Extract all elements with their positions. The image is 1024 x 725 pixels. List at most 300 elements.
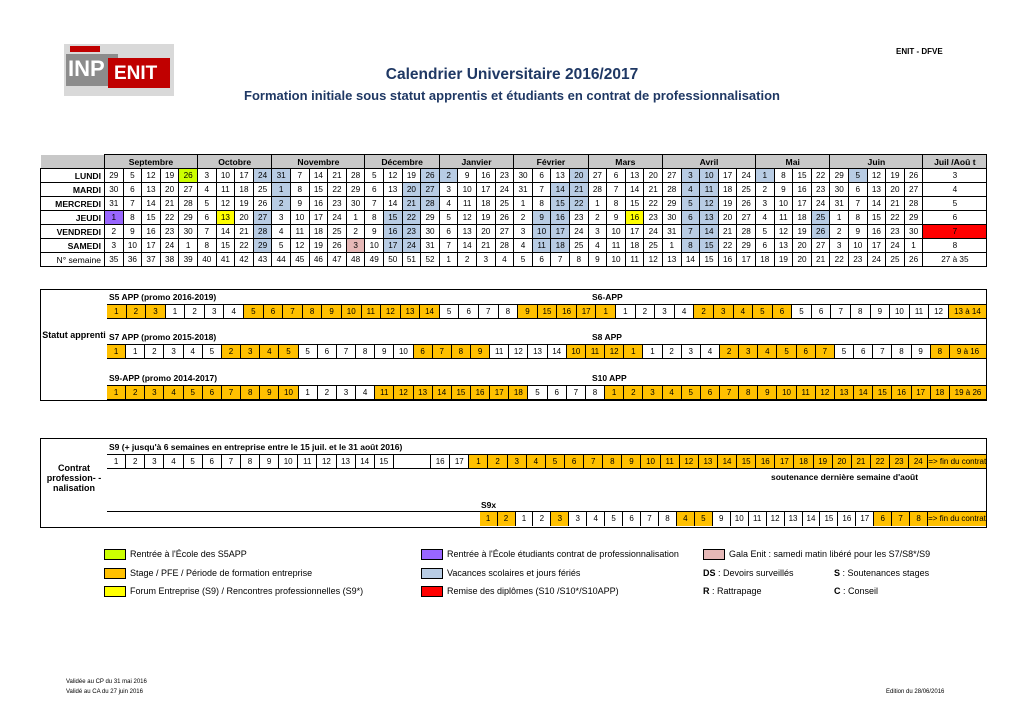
day-cell: 12 <box>700 197 719 211</box>
day-cell: 28 <box>737 225 756 239</box>
week-cell <box>310 512 327 526</box>
week-number: 50 <box>384 253 403 267</box>
week-cell: 16 <box>557 305 577 318</box>
day-cell: 19 <box>886 169 905 183</box>
day-cell: 31 <box>663 225 682 239</box>
week-number: 35 <box>105 253 124 267</box>
day-cell: 17 <box>551 225 570 239</box>
week-cell: 8 <box>303 305 323 318</box>
day-cell: 30 <box>179 225 198 239</box>
s10-title: S10 APP <box>592 373 627 383</box>
week-cell: 7 <box>567 386 586 399</box>
day-cell: 14 <box>142 197 161 211</box>
week-cell: => fin du contrat <box>928 512 987 526</box>
day-cell: 8 <box>607 197 626 211</box>
week-number: 26 <box>904 253 923 267</box>
week-cell: 5 <box>528 386 547 399</box>
week-cell: 5 <box>777 345 796 358</box>
day-cell: 3 <box>439 183 458 197</box>
week-number: 47 <box>328 253 347 267</box>
week-cell: 11 <box>298 455 317 468</box>
week-cell: 6 <box>565 455 584 468</box>
week-cell: 10 <box>777 386 796 399</box>
day-cell: 9 <box>458 169 477 183</box>
week-cell: 15 <box>375 455 394 468</box>
week-cell: 1 <box>166 305 186 318</box>
day-cell: 24 <box>328 211 347 225</box>
footer-ca: Validé au CA du 27 juin 2016 <box>66 689 143 695</box>
day-cell: 28 <box>904 197 923 211</box>
day-cell: 14 <box>458 239 477 253</box>
day-cell: 8 <box>774 169 793 183</box>
week-cell: 18 <box>509 386 528 399</box>
day-cell: 20 <box>793 239 812 253</box>
day-cell: 10 <box>532 225 551 239</box>
week-cell: 8 <box>499 305 519 318</box>
week-number: 37 <box>142 253 161 267</box>
day-cell: 11 <box>607 239 626 253</box>
day-cell: 21 <box>402 197 421 211</box>
day-cell: 4 <box>514 239 533 253</box>
day-cell: 19 <box>476 211 495 225</box>
week-cell: 17 <box>775 455 794 468</box>
day-cell: 20 <box>570 169 589 183</box>
week-cell: 1 <box>469 455 488 468</box>
s9x-strip <box>107 511 987 526</box>
day-cell: 24 <box>644 225 663 239</box>
day-cell: 6 <box>532 169 551 183</box>
day-cell: 23 <box>328 197 347 211</box>
day-cell: 24 <box>160 239 179 253</box>
week-cell: 11 <box>797 386 816 399</box>
week-cell: 5 <box>279 345 298 358</box>
week-cell: 13 <box>401 305 421 318</box>
day-cell: 27 <box>588 169 607 183</box>
week-cell: 6 <box>701 386 720 399</box>
week-cell: 6 <box>623 512 641 526</box>
week-cell: 2 <box>488 455 507 468</box>
day-cell: 7 <box>439 239 458 253</box>
s9-week-strip <box>107 385 987 400</box>
week-cell: 2 <box>126 386 145 399</box>
week-cell: 1 <box>107 345 126 358</box>
week-cell: 12 <box>317 455 336 468</box>
week-number: 13 <box>663 253 682 267</box>
day-cell: 16 <box>551 211 570 225</box>
day-cell: 10 <box>849 239 868 253</box>
month-header: Février <box>514 155 588 169</box>
week-cell: 1 <box>516 512 534 526</box>
week-cell: 7 <box>873 345 892 358</box>
week-cell: 1 <box>643 345 662 358</box>
day-cell: 19 <box>718 197 737 211</box>
day-cell: 1 <box>105 211 124 225</box>
day-cell: 3 <box>830 239 849 253</box>
week-cell: 9 <box>622 455 641 468</box>
day-cell: 19 <box>235 197 254 211</box>
week-cell: 7 <box>892 512 910 526</box>
week-cell: 4 <box>677 512 695 526</box>
week-number: 10 <box>607 253 626 267</box>
day-cell: 30 <box>663 211 682 225</box>
week-cell: 7 <box>433 345 452 358</box>
week-cell: 8 <box>452 345 471 358</box>
month-header: Mars <box>588 155 662 169</box>
week-cell: 19 <box>814 455 833 468</box>
day-cell: 23 <box>495 169 514 183</box>
week-number: 11 <box>625 253 644 267</box>
day-cell: 25 <box>328 225 347 239</box>
week-cell: 14 <box>420 305 440 318</box>
week-cell: 1 <box>480 512 498 526</box>
week-cell <box>463 512 480 526</box>
day-cell: 9 <box>607 211 626 225</box>
week-cell <box>394 455 431 468</box>
week-number: 2 <box>458 253 477 267</box>
day-cell: 10 <box>216 169 235 183</box>
contrat-block <box>40 438 987 528</box>
legend-s <box>834 568 929 578</box>
week-cell: 5 <box>605 512 623 526</box>
day-cell: 1 <box>663 239 682 253</box>
week-cell: 4 <box>758 345 777 358</box>
day-cell: 4 <box>272 225 291 239</box>
day-cell: 29 <box>179 211 198 225</box>
day-cell: 17 <box>384 239 403 253</box>
day-cell: 4 <box>756 211 775 225</box>
week-cell: 6 <box>812 305 832 318</box>
week-cell: 5 <box>546 455 565 468</box>
day-cell: 21 <box>886 197 905 211</box>
day-cell: 10 <box>365 239 384 253</box>
day-cell: 6 <box>681 211 700 225</box>
page-title: Calendrier Universitaire 2016/2017 <box>385 66 639 83</box>
day-cell: 6 <box>198 211 217 225</box>
day-cell: 27 <box>253 211 272 225</box>
week-number: 51 <box>402 253 421 267</box>
day-cell: 21 <box>570 183 589 197</box>
week-cell <box>243 512 260 526</box>
day-cell: 20 <box>718 211 737 225</box>
week-cell: 15 <box>737 455 756 468</box>
week-cell <box>429 512 446 526</box>
week-cell: 21 <box>852 455 871 468</box>
day-cell: 19 <box>160 169 179 183</box>
week-cell: 3 <box>643 386 662 399</box>
day-cell: 22 <box>570 197 589 211</box>
day-cell: 8 <box>681 239 700 253</box>
day-cell: 13 <box>867 183 886 197</box>
week-cell: 2 <box>318 386 337 399</box>
legend-gala-label: Gala Enit : samedi matin libéré pour les S7/S8*/S9 <box>729 549 931 559</box>
week-cell: 13 à 14 <box>949 305 987 318</box>
week-cell: 9 <box>471 345 490 358</box>
s5-title: S5 APP (promo 2016-2019) <box>109 292 217 302</box>
week-number: 44 <box>272 253 291 267</box>
week-cell: 5 <box>299 345 318 358</box>
week-cell: 14 <box>356 455 375 468</box>
page-subtitle: Formation initiale sous statut apprentis et étudiants en contrat de professionnalisation <box>244 88 780 103</box>
week-cell: 9 <box>260 386 279 399</box>
week-cell: 12 <box>394 386 413 399</box>
week-cell: 2 <box>720 345 739 358</box>
week-cell: 12 <box>381 305 401 318</box>
day-cell: 25 <box>570 239 589 253</box>
apprentis-label: Statut apprenti <box>42 330 106 340</box>
week-cell: 13 <box>835 386 854 399</box>
week-cell: 14 <box>433 386 452 399</box>
day-cell: 11 <box>458 197 477 211</box>
day-cell: 26 <box>328 239 347 253</box>
day-cell: 12 <box>867 169 886 183</box>
week-cell: 3 <box>551 512 569 526</box>
day-cell: 7 <box>198 225 217 239</box>
week-cell: 4 <box>184 345 203 358</box>
week-cell: 9 <box>260 455 279 468</box>
week-cell: 15 <box>452 386 471 399</box>
week-cell: => fin du contrat <box>928 457 987 466</box>
day-cell: 19 <box>402 169 421 183</box>
week-number: 27 à 35 <box>923 253 987 267</box>
week-cell: 7 <box>222 455 241 468</box>
week-number: 1 <box>439 253 458 267</box>
week-cell: 11 <box>362 305 382 318</box>
week-cell: 16 <box>838 512 856 526</box>
week-cell: 10 <box>394 345 413 358</box>
day-cell: 21 <box>718 225 737 239</box>
day-cell: 11 <box>532 239 551 253</box>
week-cell: 5 <box>184 455 203 468</box>
week-number: 17 <box>737 253 756 267</box>
day-cell: 27 <box>495 225 514 239</box>
day-cell: 15 <box>551 197 570 211</box>
week-cell <box>276 512 293 526</box>
day-cell: 17 <box>142 239 161 253</box>
week-cell: 3 <box>164 345 183 358</box>
week-number: 49 <box>365 253 384 267</box>
week-cell: 14 <box>548 345 567 358</box>
week-number: 18 <box>756 253 775 267</box>
week-cell: 20 <box>833 455 852 468</box>
day-cell: 29 <box>663 197 682 211</box>
week-number: 23 <box>849 253 868 267</box>
day-cell: 26 <box>253 197 272 211</box>
day-cell: 14 <box>625 183 644 197</box>
day-cell: 18 <box>551 239 570 253</box>
day-cell: 24 <box>737 169 756 183</box>
legend-c <box>834 586 878 596</box>
day-cell: 14 <box>309 169 328 183</box>
gala-swatch <box>703 549 725 560</box>
legend-rentree <box>104 549 247 560</box>
month-header: Septembre <box>105 155 198 169</box>
week-cell: 10 <box>731 512 749 526</box>
day-cell: 16 <box>793 183 812 197</box>
day-cell: 20 <box>235 211 254 225</box>
day-cell: 16 <box>309 197 328 211</box>
week-cell: 9 <box>912 345 931 358</box>
legend-contrat <box>421 549 679 560</box>
day-cell: 8 <box>849 211 868 225</box>
week-cell: 5 <box>184 386 203 399</box>
week-cell: 15 <box>873 386 892 399</box>
day-cell: 9 <box>774 183 793 197</box>
day-cell: 31 <box>514 183 533 197</box>
day-cell: 11 <box>216 183 235 197</box>
week-cell: 3 <box>569 512 587 526</box>
day-cell: 23 <box>886 225 905 239</box>
week-cell <box>158 512 175 526</box>
day-cell: 21 <box>476 239 495 253</box>
week-cell: 2 <box>624 386 643 399</box>
month-header: Janvier <box>439 155 513 169</box>
r-code: R <box>703 586 710 596</box>
rentree-swatch <box>104 549 126 560</box>
week-cell: 1 <box>107 455 126 468</box>
day-cell: 24 <box>495 183 514 197</box>
week-cell: 2 <box>145 345 164 358</box>
week-cell: 11 <box>375 386 394 399</box>
week-cell <box>259 512 276 526</box>
week-cell: 1 <box>596 305 616 318</box>
day-cell: 25 <box>737 183 756 197</box>
week-cell: 8 <box>586 386 605 399</box>
week-cell: 10 <box>567 345 586 358</box>
week-cell: 11 <box>586 345 605 358</box>
day-cell: 20 <box>402 183 421 197</box>
day-cell: 21 <box>160 197 179 211</box>
month-header: Juil /Aoû t <box>923 155 987 169</box>
day-cell: 6 <box>123 183 142 197</box>
apprentis-block <box>40 289 987 401</box>
c-text: : Conseil <box>840 586 879 596</box>
week-cell: 6 <box>414 345 433 358</box>
week-cell: 14 <box>803 512 821 526</box>
day-cell: 14 <box>867 197 886 211</box>
week-cell: 3 <box>145 455 164 468</box>
week-cell: 9 à 16 <box>950 345 987 358</box>
day-cell: 15 <box>867 211 886 225</box>
day-cell: 31 <box>830 197 849 211</box>
s8-title: S8 APP <box>592 332 622 342</box>
day-cell: 19 <box>309 239 328 253</box>
day-cell: 14 <box>551 183 570 197</box>
day-label: LUNDI <box>41 169 105 183</box>
week-cell: 5 <box>440 305 460 318</box>
day-cell: 25 <box>811 211 830 225</box>
day-cell: 8 <box>290 183 309 197</box>
day-cell: 6 <box>439 225 458 239</box>
day-cell: 7 <box>681 225 700 239</box>
day-cell: 25 <box>495 197 514 211</box>
day-cell: 23 <box>402 225 421 239</box>
day-cell: 5 <box>123 169 142 183</box>
week-cell: 6 <box>854 345 873 358</box>
week-cell: 5 <box>695 512 713 526</box>
day-cell: 4 <box>198 183 217 197</box>
day-cell: 9 <box>849 225 868 239</box>
week-cell: 22 <box>871 455 890 468</box>
week-cell: 1 <box>299 386 318 399</box>
s9x-title: S9x <box>481 500 497 510</box>
legend-gala <box>703 549 930 560</box>
week-number: 7 <box>551 253 570 267</box>
legend-stage-label: Stage / PFE / Période de formation entreprise <box>130 568 313 578</box>
day-cell: 6 <box>756 239 775 253</box>
week-cell: 5 <box>835 345 854 358</box>
day-cell: 22 <box>160 211 179 225</box>
day-cell: 31 <box>421 239 440 253</box>
day-label: JEUDI <box>41 211 105 225</box>
week-cell: 1 <box>605 386 624 399</box>
week-cell: 7 <box>479 305 499 318</box>
day-cell: 4 <box>439 197 458 211</box>
week-number: 4 <box>495 253 514 267</box>
week-cell: 12 <box>816 386 835 399</box>
day-cell: 28 <box>663 183 682 197</box>
legend-forum <box>104 586 363 597</box>
week-cell: 3 <box>655 305 675 318</box>
day-cell: 3 <box>681 169 700 183</box>
week-cell: 2 <box>222 345 241 358</box>
week-cell: 11 <box>490 345 509 358</box>
day-cell: 17 <box>625 225 644 239</box>
day-cell: 27 <box>904 183 923 197</box>
week-cell: 5 <box>203 345 222 358</box>
legend-vacances <box>421 568 580 579</box>
week-cell <box>226 512 243 526</box>
week-cell: 1 <box>107 305 127 318</box>
week-number: 48 <box>346 253 365 267</box>
contrat-s9-strip <box>107 454 987 469</box>
ds-code: DS <box>703 568 716 578</box>
day-cell: 2 <box>105 225 124 239</box>
day-cell: 3 <box>272 211 291 225</box>
week-number: 39 <box>179 253 198 267</box>
week-cell: 12 <box>605 345 624 358</box>
day-cell: 2 <box>346 225 365 239</box>
day-cell: 11 <box>774 211 793 225</box>
day-cell: 13 <box>551 169 570 183</box>
day-cell: 30 <box>105 183 124 197</box>
week-cell: 5 <box>753 305 773 318</box>
week-cell: 13 <box>699 455 718 468</box>
day-cell: 7 <box>923 225 987 239</box>
day-cell: 29 <box>253 239 272 253</box>
week-cell: 8 <box>603 455 622 468</box>
day-label: VENDREDI <box>41 225 105 239</box>
week-cell <box>293 512 310 526</box>
day-cell: 21 <box>328 169 347 183</box>
week-cell: 13 <box>528 345 547 358</box>
month-header: Avril <box>663 155 756 169</box>
day-cell: 12 <box>384 169 403 183</box>
day-cell: 3 <box>105 239 124 253</box>
logo-inp-text: INP <box>68 56 105 81</box>
week-cell: 12 <box>680 455 699 468</box>
week-cell: 4 <box>356 386 375 399</box>
day-cell: 10 <box>700 169 719 183</box>
week-cell: 6 <box>318 345 337 358</box>
day-cell: 15 <box>384 211 403 225</box>
day-cell: 22 <box>718 239 737 253</box>
day-cell: 27 <box>737 211 756 225</box>
day-cell: 3 <box>198 169 217 183</box>
day-cell: 29 <box>346 183 365 197</box>
legend-diplome-label: Remise des diplômes (S10 /S10*/S10APP) <box>447 586 619 596</box>
legend-rentree-label: Rentrée à l'École des S5APP <box>130 549 247 559</box>
day-cell: 17 <box>718 169 737 183</box>
